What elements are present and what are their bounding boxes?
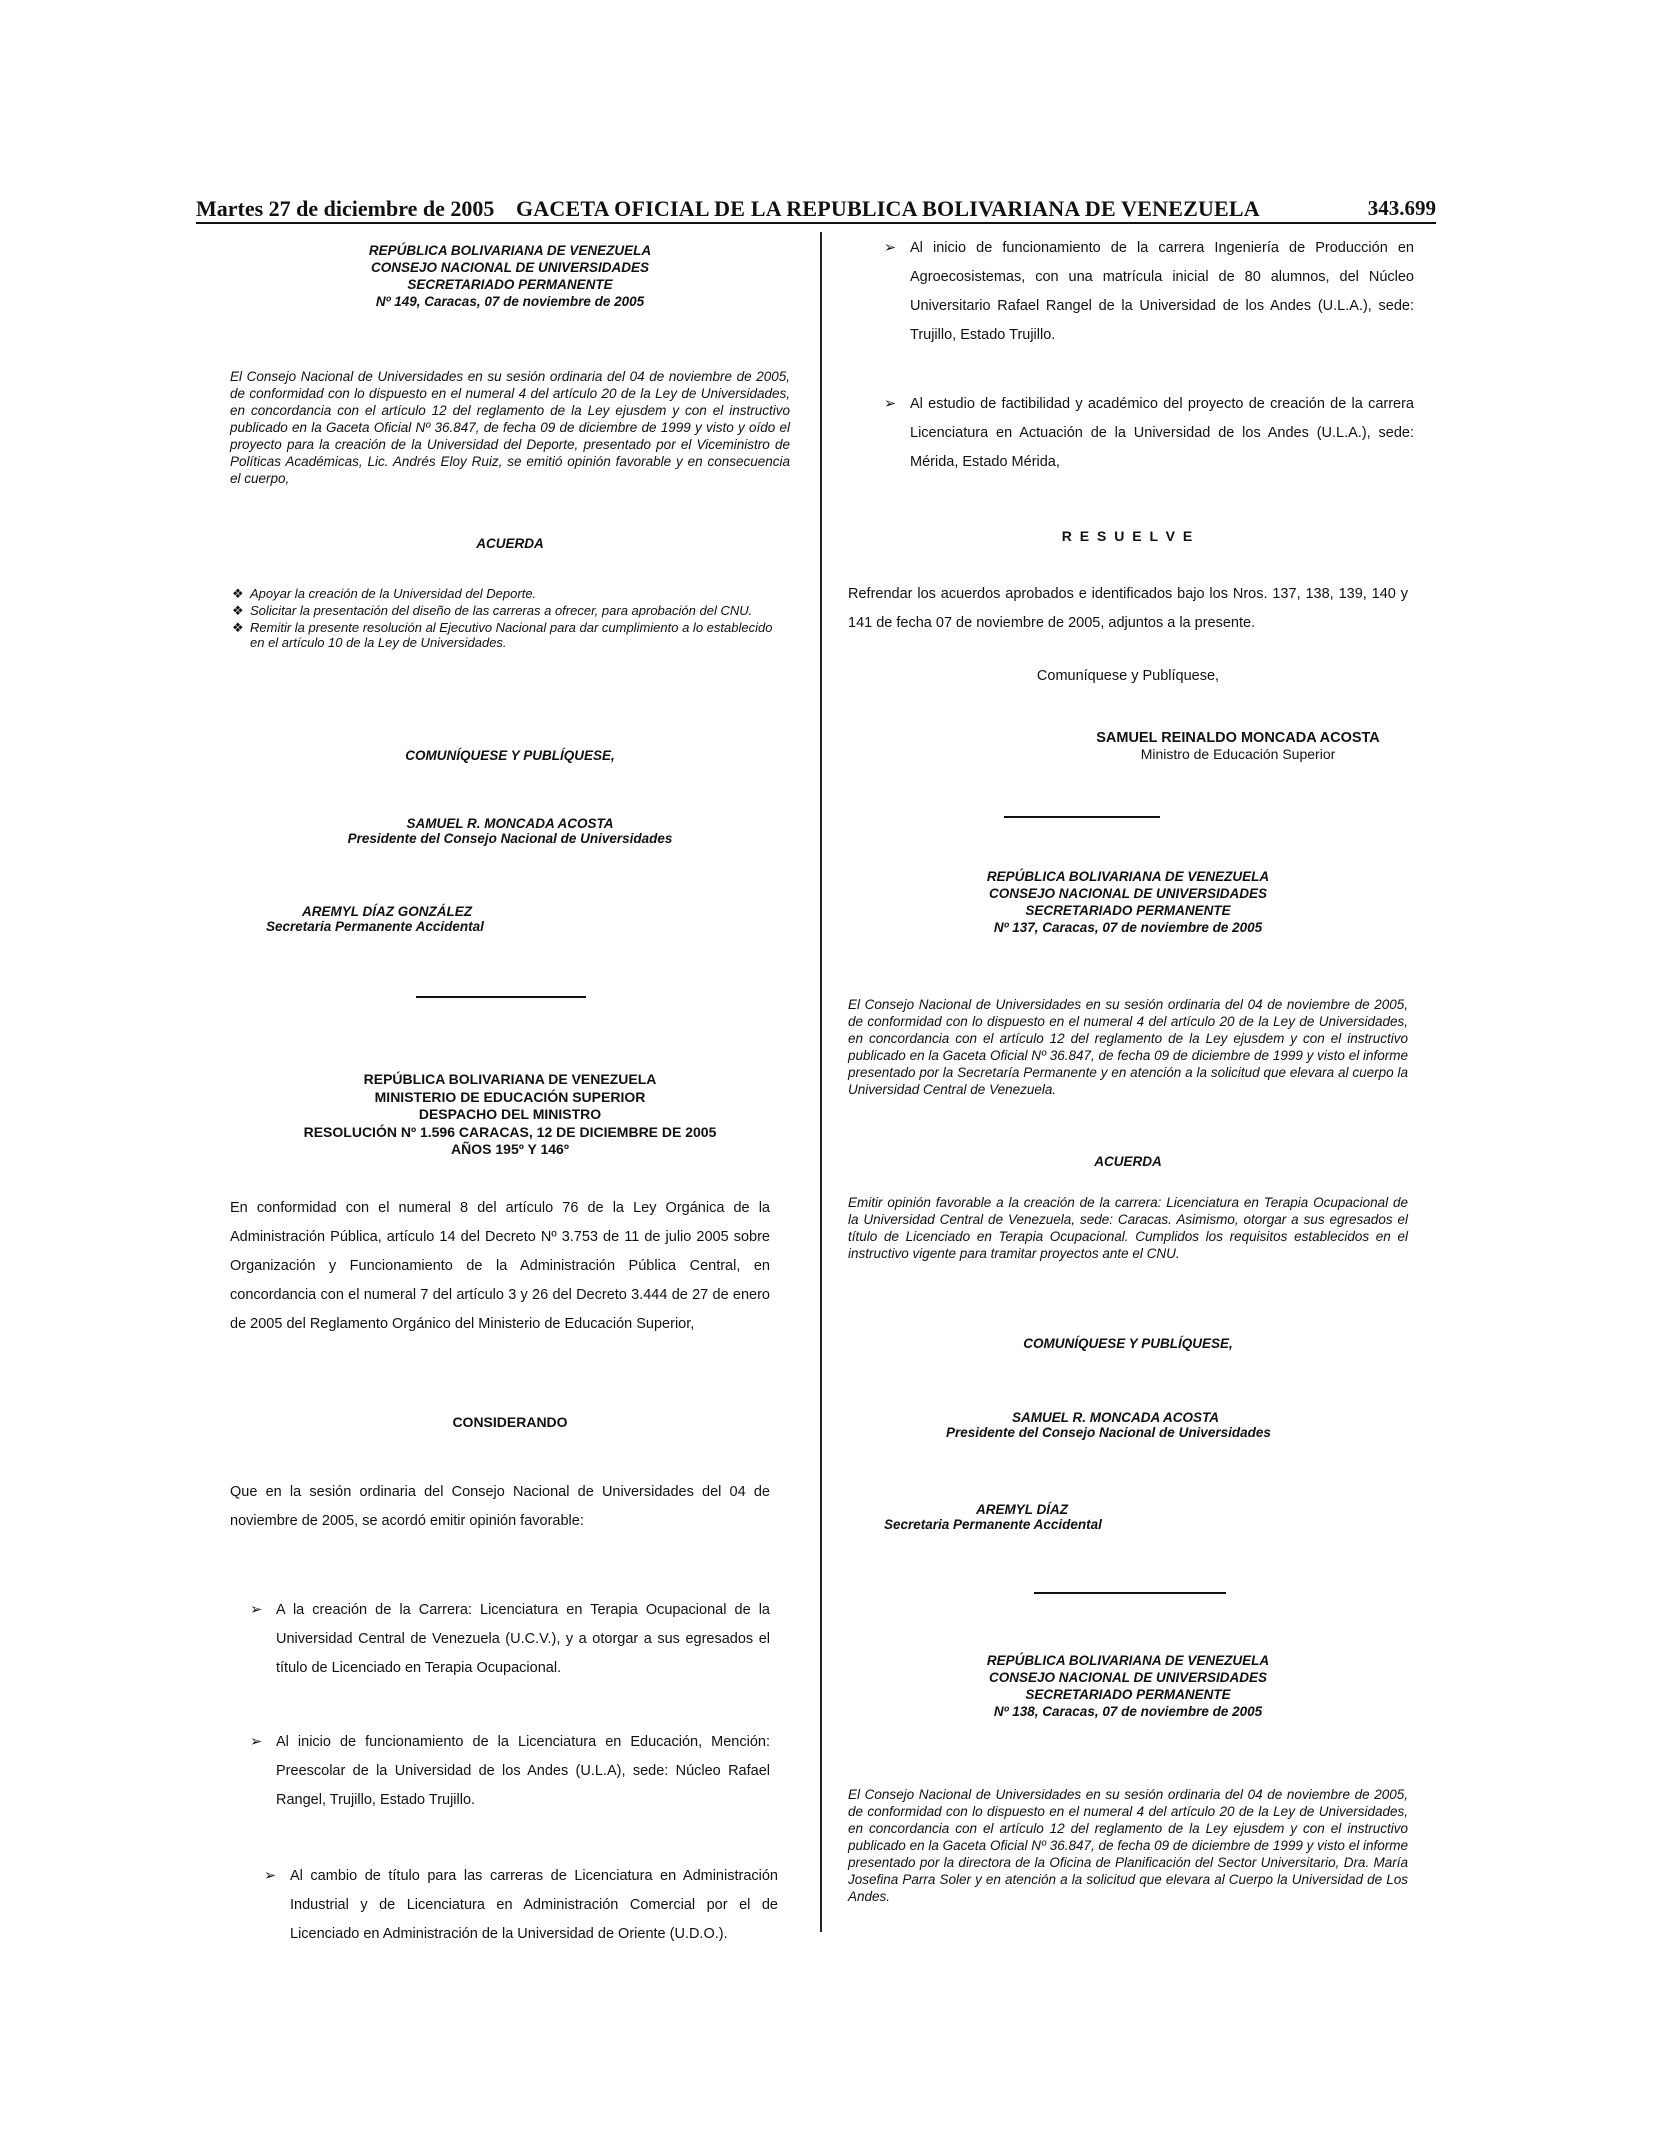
res137-heading <box>848 868 1408 936</box>
res149-heading-line: CONSEJO NACIONAL DE UNIVERSIDADES <box>370 260 650 275</box>
header-rule <box>196 222 1436 224</box>
res149-item: Solicitar la presentación del diseño de las carreras a ofrecer, para aprobación del CNU. <box>250 603 753 618</box>
res137-body: El Consejo Nacional de Universidades en su sesión ordinaria del 04 de noviembre de 2005, de conformidad con lo dispuesto en el numeral 4 del artículo 20 de la Ley de Universidades, en concordancia con el artículo 12 del reglamento de la Ley ejusdem y con el instructivo publicado en la Gaceta Oficial Nº 36.847, de fecha 09 de diciembre de 1999 y visto el informe presentado por la Secretaría Permanente y en atención a la solicitud que elevara al cuerpo la Universidad Central de Venezuela. <box>848 997 1408 1097</box>
res1596-body: En conformidad con el numeral 8 del artículo 76 de la Ley Orgánica de la Administración Pública, artículo 14 del Decreto Nº 3.753 de 11 de julio 2005 sobre Organización y Funcionamiento de la Administración Pública Central, en concordancia con el numeral 7 del artículo 3 y 26 del Decreto 3.444 de 27 de enero de 2005 del Reglamento Orgánico del Ministerio de Educación Superior, <box>230 1200 770 1332</box>
diamond-bullet-icon: ❖ <box>232 603 244 618</box>
resuelve-body: Refrendar los acuerdos aprobados e identificados bajo los Nros. 137, 138, 139, 140 y 141 de fecha 07 de noviembre de 2005, adjuntos a la presente. <box>848 586 1408 631</box>
res138-heading-line: Nº 138, Caracas, 07 de noviembre de 2005 <box>993 1704 1263 1719</box>
res149-heading-line: Nº 149, Caracas, 07 de noviembre de 2005 <box>375 294 645 309</box>
signer-name: AREMYL DÍAZ <box>976 1502 1069 1517</box>
arrow-bullet-icon: ➢ <box>884 396 897 412</box>
signer-role: Secretaria Permanente Accidental <box>884 1517 1102 1532</box>
res1596-heading-line: DESPACHO DEL MINISTRO <box>418 1106 602 1122</box>
res149-item: Apoyar la creación de la Universidad del Deporte. <box>250 586 537 601</box>
gazette-header <box>196 196 1436 224</box>
res137-comuniquese: COMUNÍQUESE Y PUBLÍQUESE, <box>1023 1336 1233 1351</box>
resuelve-heading: R E S U E L V E <box>1061 528 1195 544</box>
res149-acuerda: ACUERDA <box>476 536 544 551</box>
res1596-intro: Que en la sesión ordinaria del Consejo Nacional de Universidades del 04 de noviembre de 2005, se acordó emitir opinión favorable: <box>230 1484 770 1529</box>
res138-heading-line: SECRETARIADO PERMANENTE <box>1025 1687 1231 1702</box>
header-title: GACETA OFICIAL DE LA REPUBLICA BOLIVARIANA DE VENEZUELA <box>516 196 1260 221</box>
res138-heading-line: CONSEJO NACIONAL DE UNIVERSIDADES <box>988 1670 1268 1685</box>
section-separator <box>1034 1592 1226 1594</box>
signer-role: Presidente del Consejo Nacional de Universidades <box>946 1425 1271 1440</box>
signer-role: Secretaria Permanente Accidental <box>266 919 484 934</box>
list-item <box>230 586 790 601</box>
res137-heading-line: REPÚBLICA BOLIVARIANA DE VENEZUELA <box>986 869 1270 884</box>
res137-heading-line: SECRETARIADO PERMANENTE <box>1025 903 1231 918</box>
res1596-item <box>884 390 1414 477</box>
res1596-heading-line: REPÚBLICA BOLIVARIANA DE VENEZUELA <box>363 1071 657 1087</box>
minister-signature <box>1068 730 1408 762</box>
res149-comuniquese: COMUNÍQUESE Y PUBLÍQUESE, <box>405 748 615 763</box>
res149-agreements <box>230 586 790 652</box>
header-page-number: 343.699 <box>1367 196 1436 220</box>
res1596-item <box>250 1596 770 1683</box>
res138-heading-line: REPÚBLICA BOLIVARIANA DE VENEZUELA <box>986 1653 1270 1668</box>
section-separator <box>1004 816 1160 818</box>
res137-signature-1 <box>946 1410 1406 1440</box>
res149-signature-2 <box>230 904 826 934</box>
list-item <box>230 620 790 650</box>
res137-acuerdo: Emitir opinión favorable a la creación de la carrera: Licenciatura en Terapia Ocupacional de la Universidad Central de Venezuela, sede: Caracas. Asimismo, otorgar a sus egresados el título de Licenciado en Terapia Ocupacional. Cumplidos los requisitos establecidos en el instructivo vigente para tramitar proyectos ante el CNU. <box>848 1195 1408 1261</box>
comuniquese-minister: Comuníquese y Publíquese, <box>1036 668 1220 684</box>
section-separator <box>416 996 586 998</box>
res137-heading-line: CONSEJO NACIONAL DE UNIVERSIDADES <box>988 886 1268 901</box>
res138-body: El Consejo Nacional de Universidades en su sesión ordinaria del 04 de noviembre de 2005, de conformidad con lo dispuesto en el numeral 4 del artículo 20 de la Ley de Universidades, en concordancia con el artículo 12 del reglamento de la Ley ejusdem y con el instructivo publicado en la Gaceta Oficial Nº 36.847, de fecha 09 de diciembre de 1999 y visto el informe presentado por la directora de la Oficina de Planificación del Sector Universitario, Dra. María Josefina Parra Soler y en atención a la solicitud que elevara al Cuerpo la Universidad de Los Andes. <box>848 1787 1408 1904</box>
res149-signature-1 <box>230 816 790 846</box>
res1596-item-text: A la creación de la Carrera: Licenciatura en Terapia Ocupacional de la Universidad Central de Venezuela (U.C.V.), y a otorgar a sus egresados el título de Licenciado en Terapia Ocupacional. <box>276 1602 770 1676</box>
diamond-bullet-icon: ❖ <box>232 586 244 601</box>
res1596-item-text: Al cambio de título para las carreras de Licenciatura en Administración Industrial y de Licenciatura en Administración Comercial por el de Licenciado en Administración de la Universidad de Oriente (U.D.O.). <box>290 1868 778 1942</box>
signer-name: SAMUEL R. MONCADA ACOSTA <box>1012 1410 1219 1425</box>
column-divider <box>820 232 822 1932</box>
signer-name: AREMYL DÍAZ GONZÁLEZ <box>302 904 472 919</box>
arrow-bullet-icon: ➢ <box>264 1868 277 1884</box>
arrow-bullet-icon: ➢ <box>884 240 897 256</box>
arrow-bullet-icon: ➢ <box>250 1602 263 1618</box>
minister-role: Ministro de Educación Superior <box>1140 746 1336 762</box>
res1596-considerando: CONSIDERANDO <box>452 1414 568 1430</box>
minister-name: SAMUEL REINALDO MONCADA ACOSTA <box>1096 730 1380 746</box>
res1596-heading-line: AÑOS 195º Y 146º <box>451 1141 569 1157</box>
res149-heading-line: REPÚBLICA BOLIVARIANA DE VENEZUELA <box>368 243 652 258</box>
res137-heading-line: Nº 137, Caracas, 07 de noviembre de 2005 <box>993 920 1263 935</box>
list-item <box>230 603 790 618</box>
signer-name: SAMUEL R. MONCADA ACOSTA <box>406 816 614 831</box>
res1596-item <box>250 1728 770 1815</box>
res138-heading <box>848 1652 1408 1720</box>
res1596-item <box>264 1862 778 1949</box>
res1596-heading-line: MINISTERIO DE EDUCACIÓN SUPERIOR <box>374 1088 646 1105</box>
res149-item: Remitir la presente resolución al Ejecutivo Nacional para dar cumplimiento a lo establecido en el artículo 10 de la Ley de Universidades. <box>250 620 773 650</box>
signer-role: Presidente del Consejo Nacional de Universidades <box>347 831 673 846</box>
diamond-bullet-icon: ❖ <box>232 620 244 635</box>
res1596-item-text: Al inicio de funcionamiento de la carrera Ingeniería de Producción en Agroecosistemas, con una matrícula inicial de 80 alumnos, del Núcleo Universitario Rafael Rangel de la Universidad de los Andes (U.L.A.), sede: Trujillo, Estado Trujillo. <box>910 240 1414 343</box>
res1596-item-text: Al inicio de funcionamiento de la Licenciatura en Educación, Mención: Preescolar de la Universidad de los Andes (U.L.A), sede: Núcleo Rafael Rangel, Trujillo, Estado Trujillo. <box>276 1734 770 1808</box>
res1596-heading <box>230 1071 790 1159</box>
res1596-item <box>884 234 1414 350</box>
res149-body: El Consejo Nacional de Universidades en su sesión ordinaria del 04 de noviembre de 2005, de conformidad con lo dispuesto en el numeral 4 del artículo 20 de la Ley de Universidades, en concordancia con el artículo 12 del reglamento de la Ley ejusdem y con el instructivo publicado en la Gaceta Oficial Nº 36.847, de fecha 09 de diciembre de 1999 y visto y oído el proyecto para la creación de la Universidad del Deporte, presentado por el Viceministro de Políticas Académicas, Lic. Andrés Eloy Ruiz, se emitió opinión favorable y en consecuencia el cuerpo, <box>230 369 790 486</box>
arrow-bullet-icon: ➢ <box>250 1734 263 1750</box>
header-date: Martes 27 de diciembre de 2005 <box>196 196 495 221</box>
res137-signature-2 <box>884 1502 1284 1532</box>
res137-acuerda: ACUERDA <box>1094 1154 1162 1169</box>
res1596-heading-line: RESOLUCIÓN Nº 1.596 CARACAS, 12 DE DICIEMBRE DE 2005 <box>303 1123 717 1140</box>
res149-heading-line: SECRETARIADO PERMANENTE <box>407 277 613 292</box>
res1596-item-text: Al estudio de factibilidad y académico del proyecto de creación de la carrera Licenciatura en Actuación de la Universidad de los Andes (U.L.A.), sede: Mérida, Estado Mérida, <box>910 396 1414 470</box>
res149-heading <box>230 242 790 310</box>
